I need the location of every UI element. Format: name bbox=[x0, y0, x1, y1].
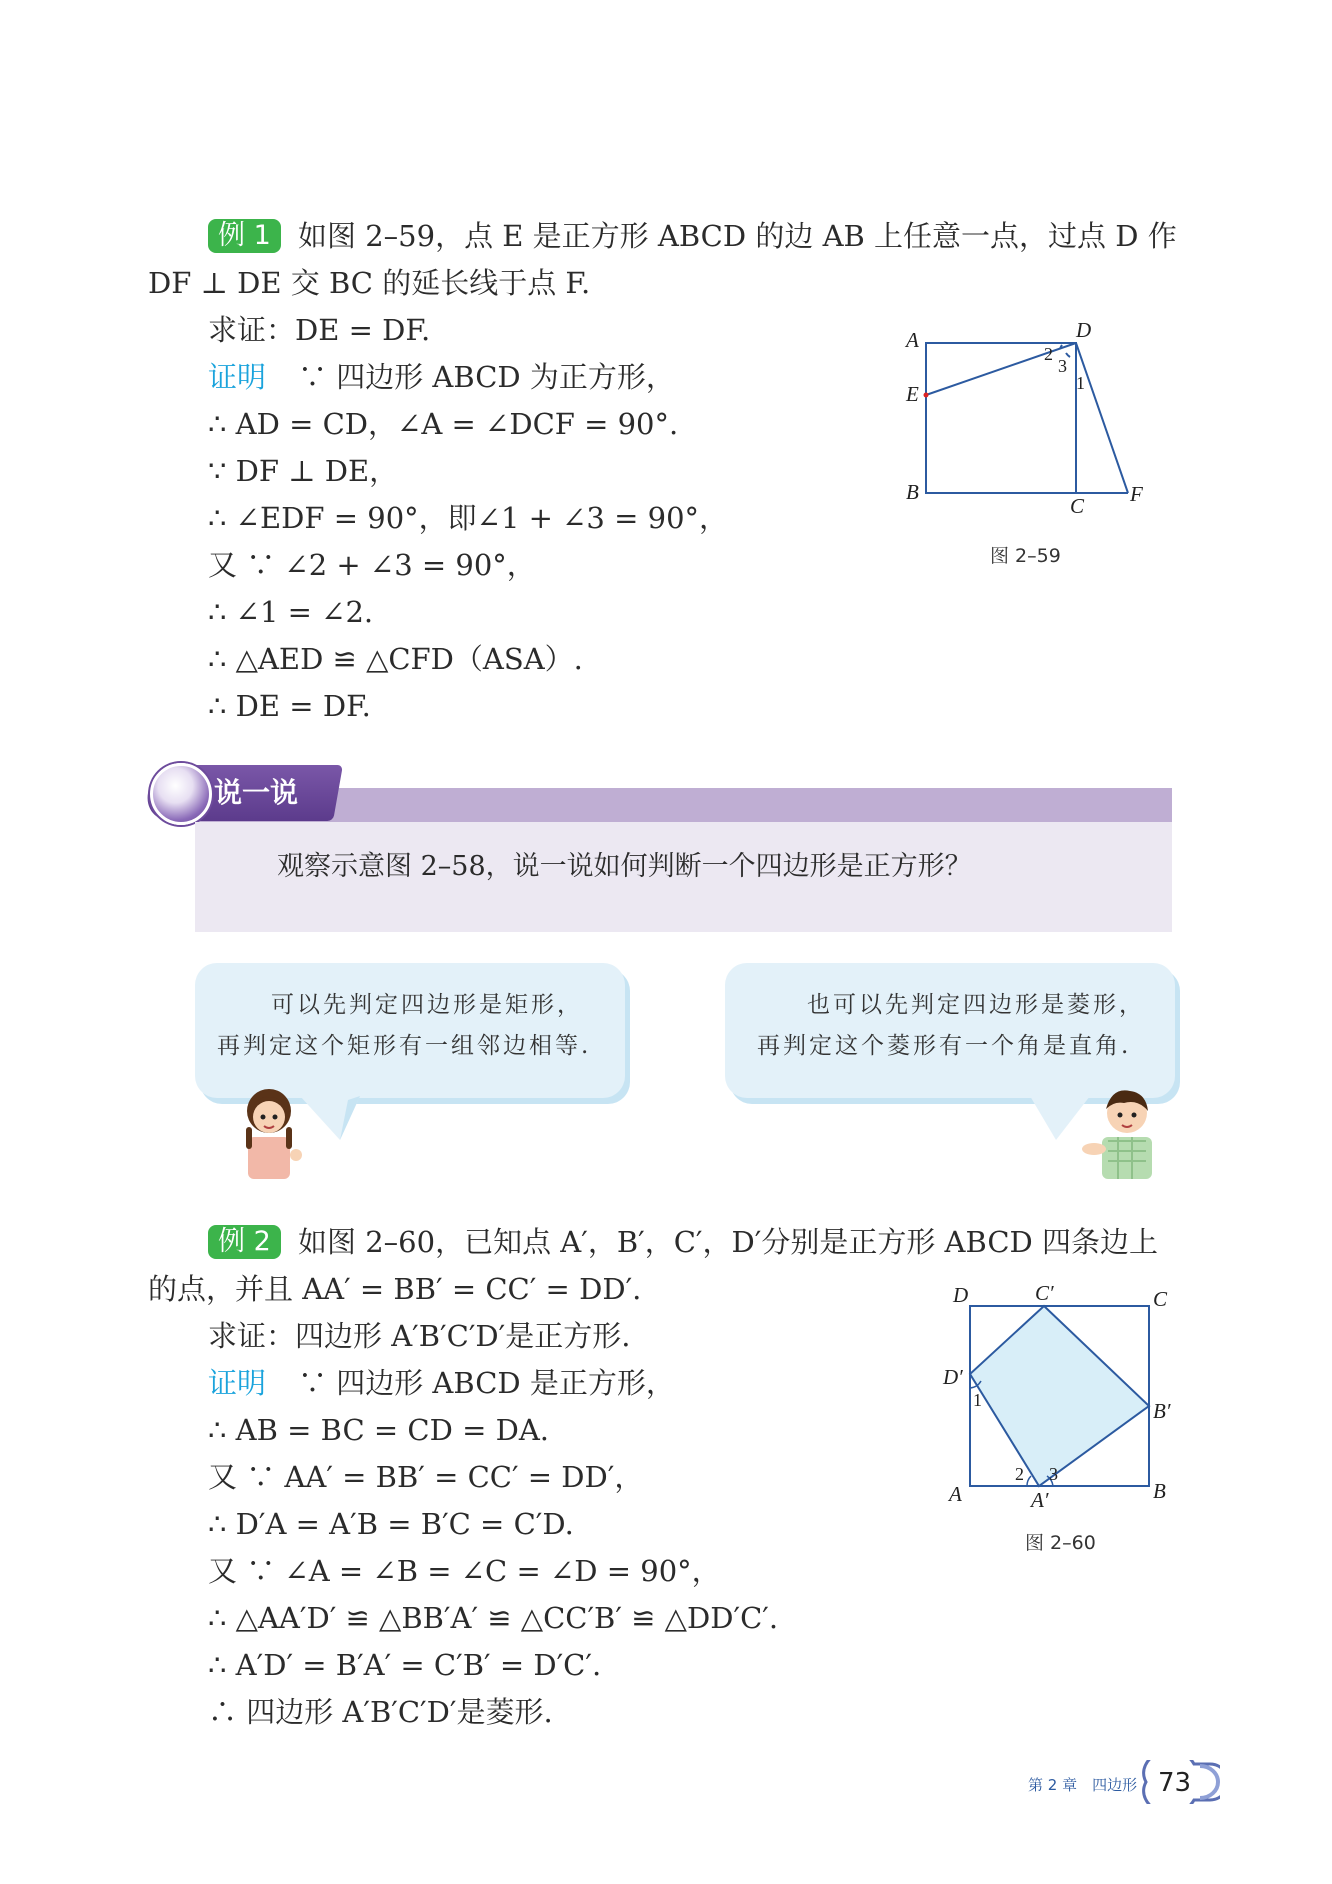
girl-student-illustration bbox=[238, 1075, 308, 1180]
label-b: B bbox=[906, 480, 919, 504]
point-e-dot bbox=[924, 393, 929, 398]
square-a-prime-b-prime-c-prime-d-prime bbox=[970, 1306, 1149, 1486]
example-1-proof-step-7: ∴ △AED ≌ △CFD（ASA）. bbox=[208, 642, 583, 676]
speech-bubble-icon bbox=[150, 763, 212, 825]
example-2-proof-step-1: ∵ 四边形 ABCD 是正方形， bbox=[298, 1366, 675, 1400]
label-d-2: D bbox=[953, 1283, 969, 1307]
angle-label-1-2: 1 bbox=[973, 1390, 982, 1410]
figure-2-60 bbox=[935, 1280, 1175, 1510]
bubble-right-line-1: 也可以先判定四边形是菱形， bbox=[807, 992, 1145, 1018]
label-a: A bbox=[906, 328, 919, 352]
example-1-proof-step-5: 又 ∵ ∠2 + ∠3 = 90°， bbox=[208, 548, 536, 582]
page-number: 73 bbox=[1158, 1768, 1192, 1798]
bubble-right-line-2: 再判定这个菱形有一个角是直角. bbox=[757, 1033, 1132, 1059]
angle-label-1: 1 bbox=[1076, 373, 1085, 393]
example-1-line-1: 如图 2–59，点 E 是正方形 ABCD 的边 AB 上任意一点，过点 D 作 bbox=[298, 219, 1177, 253]
figure-2-59-caption: 图 2–59 bbox=[990, 545, 1061, 567]
bubble-left-tail bbox=[300, 1096, 370, 1146]
example-2-proof-step-5: 又 ∵ ∠A = ∠B = ∠C = ∠D = 90°， bbox=[208, 1554, 721, 1588]
label-a-prime: A′ bbox=[1031, 1488, 1049, 1510]
bubble-left-line-2: 再判定这个矩形有一组邻边相等. bbox=[217, 1033, 592, 1059]
example-1-claim: 求证：DE = DF. bbox=[208, 313, 431, 347]
angle-2-arc-2 bbox=[1027, 1476, 1031, 1486]
label-d-prime: D′ bbox=[943, 1365, 963, 1389]
footer-chapter: 第 2 章 四边形 bbox=[1028, 1776, 1138, 1794]
label-a-2: A bbox=[949, 1482, 962, 1506]
example-1-proof-step-6: ∴ ∠1 = ∠2. bbox=[208, 595, 374, 629]
square-abcd bbox=[926, 343, 1076, 493]
boy-student-illustration bbox=[1072, 1075, 1172, 1180]
figure-2-60-caption: 图 2–60 bbox=[1025, 1532, 1096, 1554]
label-c-2: C bbox=[1153, 1287, 1168, 1311]
discussion-prompt: 观察示意图 2–58，说一说如何判断一个四边形是正方形？ bbox=[277, 851, 972, 882]
label-c: C bbox=[1070, 494, 1085, 515]
example-1-proof-step-3: ∵ DF ⊥ DE， bbox=[208, 454, 399, 488]
example-1-proof-step-8: ∴ DE = DF. bbox=[208, 689, 371, 723]
example-1-proof-label: 证明 bbox=[208, 360, 267, 394]
angle-label-3-2: 3 bbox=[1049, 1464, 1058, 1484]
example-2-proof-step-6: ∴ △AA′D′ ≌ △BB′A′ ≌ △CC′B′ ≌ △DD′C′. bbox=[208, 1601, 779, 1635]
example-2-badge: 例 2 bbox=[208, 1225, 281, 1259]
example-1-badge: 例 1 bbox=[208, 219, 281, 253]
example-2-proof-step-8: ∴ 四边形 A′B′C′D′是菱形. bbox=[208, 1695, 553, 1729]
example-2-proof-label: 证明 bbox=[208, 1366, 267, 1400]
discussion-body bbox=[195, 822, 1172, 932]
label-b-2: B bbox=[1153, 1479, 1166, 1503]
label-b-prime: B′ bbox=[1153, 1399, 1171, 1423]
segment-de bbox=[926, 343, 1076, 395]
example-1-line-2: DF ⊥ DE 交 BC 的延长线于点 F. bbox=[148, 266, 591, 300]
example-2-proof-step-2: ∴ AB = BC = CD = DA. bbox=[208, 1413, 550, 1447]
example-2-proof-step-7: ∴ A′D′ = B′A′ = C′B′ = D′C′. bbox=[208, 1648, 602, 1682]
example-1-proof-step-2: ∴ AD = CD，∠A = ∠DCF = 90°. bbox=[208, 407, 679, 441]
angle-label-2: 2 bbox=[1044, 344, 1053, 364]
label-e: E bbox=[906, 382, 919, 406]
label-f: F bbox=[1130, 482, 1143, 506]
angle-label-2-2: 2 bbox=[1015, 1464, 1024, 1484]
angle-label-3: 3 bbox=[1058, 356, 1067, 376]
example-2-line-1: 如图 2–60，已知点 A′，B′，C′，D′分别是正方形 ABCD 四条边上 bbox=[298, 1225, 1158, 1259]
example-2-proof-step-3: 又 ∵ AA′ = BB′ = CC′ = DD′， bbox=[208, 1460, 644, 1494]
example-2-claim: 求证：四边形 A′B′C′D′是正方形. bbox=[208, 1319, 631, 1353]
segment-df bbox=[1076, 343, 1128, 493]
example-1-proof-step-1: ∵ 四边形 ABCD 为正方形， bbox=[298, 360, 675, 394]
example-1-proof-step-4: ∴ ∠EDF = 90°，即∠1 + ∠3 = 90°， bbox=[208, 501, 729, 535]
discussion-title-text: 说一说 bbox=[214, 776, 299, 809]
label-c-prime: C′ bbox=[1035, 1281, 1054, 1305]
example-2-proof-step-4: ∴ D′A = A′B = B′C = C′D. bbox=[208, 1507, 574, 1541]
label-d: D bbox=[1076, 318, 1092, 342]
bubble-left-line-1: 可以先判定四边形是矩形， bbox=[271, 992, 583, 1018]
figure-2-59 bbox=[890, 315, 1170, 515]
example-2-line-2: 的点，并且 AA′ = BB′ = CC′ = DD′. bbox=[148, 1272, 642, 1306]
